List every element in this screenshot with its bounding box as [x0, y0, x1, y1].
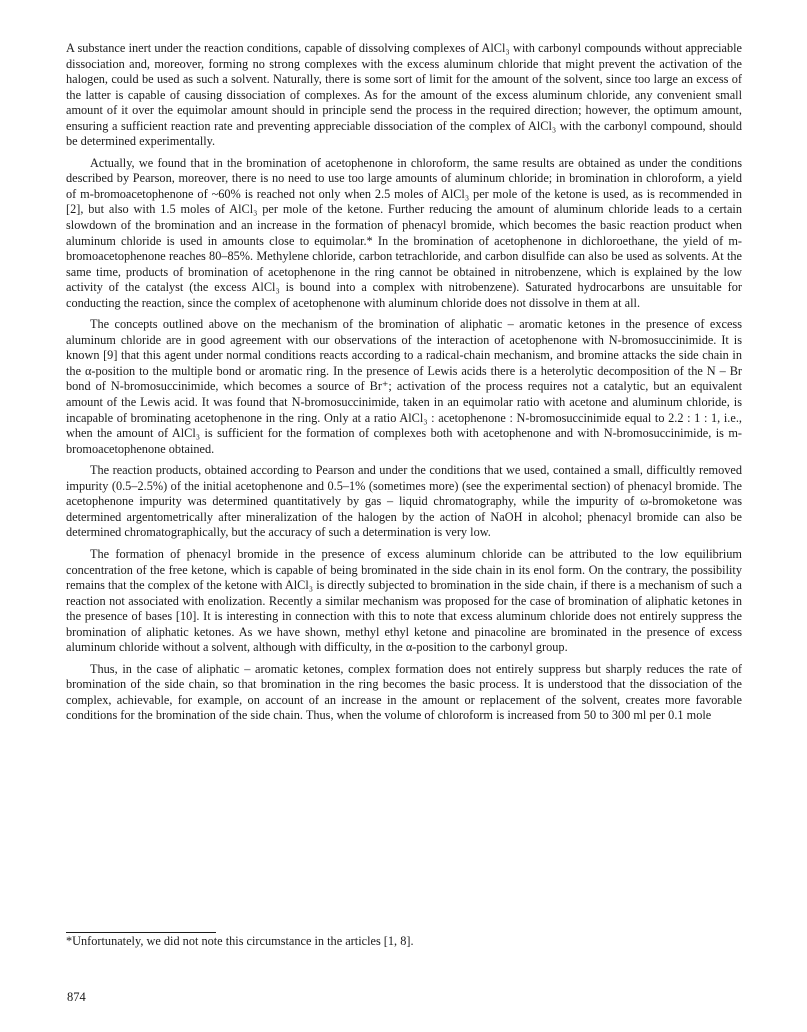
footnote-divider	[66, 932, 216, 933]
paragraph-n-bromosuccinimide: The concepts outlined above on the mechanism of the bromination of aliphatic – aromatic ketones in the presence of excess aluminum chloride are in good agreement with our observations of the interaction of acetophenone with N-bromosuccinimide. It is known [9] that this agent under normal conditions reacts according to a radical-chain mechanism, and bromine attacks the side chain in the α-position to the multiple bond or aromatic ring. In the presence of Lewis acids there is a heterolytic decomposition of the N – Br bond of N-bromosuccinimide, which becomes a source of Br⁺; activation of the process requires not a catalytic, but an equivalent amount of the Lewis acid. It was found that N-bromosuccinimide, taken in an equimolar ratio with acetone and aluminum chloride, is incapable of brominating acetophenone in the ring. Only at a ratio AlCl₃ : acetophenone : N-bromosuccinimide equal to 2.2 : 1 : 1, i.e., when the amount of AlCl₃ is sufficient for the formation of complexes both with acetophenone and with N-bromosuccinimide, is m-bromoacetophenone obtained.	[66, 317, 742, 456]
paragraph-conclusion: Thus, in the case of aliphatic – aromatic ketones, complex formation does not entirely suppress but sharply reduces the rate of bromination of the side chain, so that bromination in the ring becomes the basic process. It is understood that the dissociation of the complex, achievable, for example, on account of an increase in the amount or replacement of the solvent, creates more favorable conditions for the bromination of the side chain. Thus, when the volume of chloroform is increased from 50 to 300 ml per 0.1 mole	[66, 661, 742, 723]
paragraph-solvent-requirements: A substance inert under the reaction conditions, capable of dissolving complexes of AlCl₃ with carbonyl compounds without appreciable dissociation and, moreover, forming no strong complexes with the excess aluminum chloride that might prevent the activation of the halogen, could be used as such a solvent. Naturally, there is some sort of limit for the amount of the solvent, since too large an excess of the latter is capable of causing dissociation of complexes. As for the amount of the excess aluminum chloride, any convenient small amount of it over the equimolar amount should in principle send the process in the required direction; however, the optimum amount, ensuring a sufficient reaction rate and preventing appreciable dissociation of the complex of AlCl₃ with the carbonyl compound, should be determined experimentally.	[66, 41, 742, 149]
footnote: *Unfortunately, we did not note this circumstance in the articles [1, 8].	[66, 934, 414, 948]
page-number: 874	[67, 990, 86, 1004]
paragraph-phenacyl-bromide-formation: The formation of phenacyl bromide in the presence of excess aluminum chloride can be attributed to the low equilibrium concentration of the free ketone, which is capable of being brominated in the side chain in its enol form. On the contrary, the possibility remains that the complex of the ketone with AlCl₃ is directly subjected to bromination in the side chain, if there is a mechanism of such a reaction not associated with enolization. Recently a similar mechanism was proposed for the case of bromination of aliphatic ketones in the presence of bases [10]. It is interesting in connection with this to note that excess aluminum chloride does not entirely suppress the bromination of aliphatic ketones. As we have shown, methyl ethyl ketone and pinacoline are brominated in the presence of excess aluminum chloride without a solvent, although with difficulty, in the α-position to the carbonyl group.	[66, 546, 742, 655]
paragraph-chloroform-bromination: Actually, we found that in the bromination of acetophenone in chloroform, the same results are obtained as under the conditions described by Pearson, moreover, there is no need to use too large amounts of aluminum chloride; in bromination in chloroform, a yield of m-bromoacetophenone of ~60% is reached not only when 2.5 moles of AlCl₃ per mole of the ketone is used, as is recommended in [2], but also with 1.5 moles of AlCl₃ per mole of the ketone. Further reducing the amount of aluminum chloride leads to a certain slowdown of the bromination and an increase in the formation of phenacyl bromide, which becomes the basic reaction product when aluminum chloride is used in amounts close to equimolar.* In the bromination of acetophenone in dichloroethane, the yield of m-bromoacetophenone reaches 80–85%. Methylene chloride, carbon tetrachloride, and carbon disulfide can also be used as solvents. At the same time, products of bromination of acetophenone in the ring cannot be obtained in nitrobenzene, which is explained by the low activity of the catalyst (the excess AlCl₃ is bound into a complex with nitrobenzene). Saturated hydrocarbons are unsuitable for conducting the reaction, since the complex of acetophenone with aluminum chloride does not dissolve in them at all.	[66, 155, 742, 310]
paragraph-reaction-products: The reaction products, obtained according to Pearson and under the conditions that we used, contained a small, difficultly removed impurity (0.5–2.5%) of the initial acetophenone and 0.5–1% (sometimes more) (see the experimental section) of phenacyl bromide. The acetophenone impurity was determined quantitatively by gas – liquid chromatography, while the impurity of ω-bromoketone was determined argentometrically after mineralization of the halogen by the action of NaOH in alcohol; phenacyl bromide can also be determined chromatographically, but the accuracy of such a determination is very low.	[66, 463, 742, 540]
article-body	[66, 41, 742, 724]
